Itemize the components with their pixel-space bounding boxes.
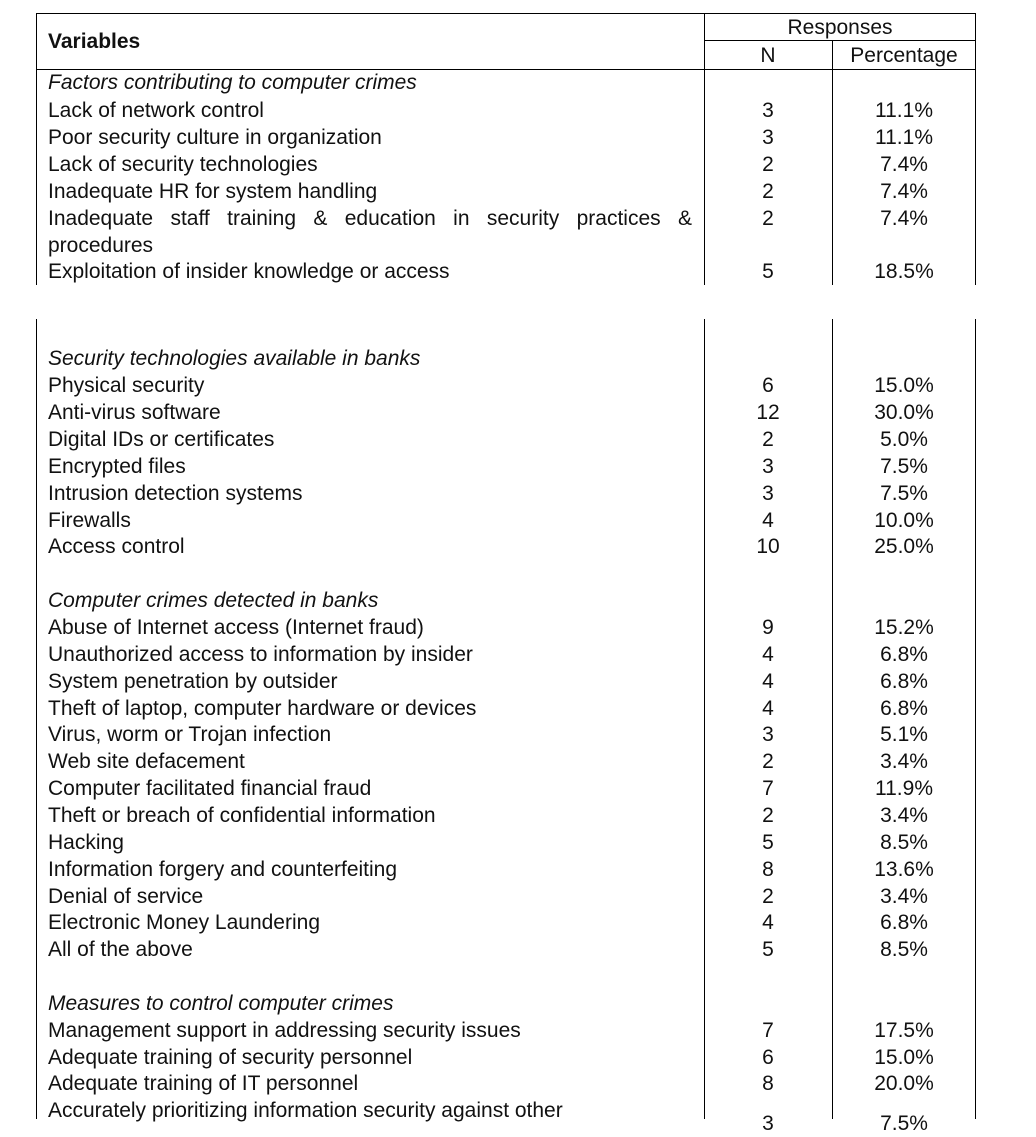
row-pct: 15.0% [874,374,934,397]
row-pct: 5.0% [880,428,928,451]
row-n: 5 [762,831,774,854]
row-pct: 7.5% [880,455,928,478]
row-pct: 11.1% [875,99,933,122]
row-pct: 15.0% [874,1046,934,1069]
row-pct: 15.2% [874,616,934,639]
row-pct: 7.4% [880,153,928,176]
row-n: 4 [762,697,774,720]
header-responses: Responses [787,16,893,39]
row-label: Hacking [48,831,124,854]
row-n: 4 [762,509,774,532]
row-n: 6 [762,374,774,397]
left-border [36,13,37,285]
row-pct: 8.5% [880,831,928,854]
row-n: 7 [762,777,774,800]
row-pct: 25.0% [874,535,934,558]
row-label: Adequate training of IT personnel [48,1072,359,1095]
left-border-2 [36,319,37,1119]
row-label: Management support in addressing security issues [48,1019,521,1042]
row-label: Lack of security technologies [48,153,318,176]
row-pct: 3.4% [880,750,928,773]
row-n: 10 [756,535,780,558]
row-label: Intrusion detection systems [48,482,303,505]
row-n: 3 [762,1112,774,1135]
row-n: 2 [762,804,774,827]
row-n: 2 [762,750,774,773]
row-label: Computer facilitated financial fraud [48,777,372,800]
row-label: Adequate training of security personnel [48,1046,413,1069]
row-n: 5 [762,938,774,961]
row-pct: 20.0% [874,1072,934,1095]
row-label: Exploitation of insider knowledge or access [48,260,450,283]
row-label: Access control [48,535,185,558]
row-label: System penetration by outsider [48,670,338,693]
row-label: Inadequate HR for system handling [48,180,378,203]
row-n: 3 [762,126,774,149]
row-label: Physical security [48,374,205,397]
row-n: 8 [762,858,774,881]
row-pct: 7.5% [880,482,928,505]
row-label: Anti-virus software [48,401,221,424]
row-n: 8 [762,1072,774,1095]
row-n: 3 [762,723,774,746]
row-label: Virus, worm or Trojan infection [48,723,332,746]
row-pct: 6.8% [880,911,928,934]
row-label: Accurately prioritizing information security against other [48,1099,563,1122]
section-title: Security technologies available in banks [48,347,421,370]
row-label: Firewalls [48,509,131,532]
row-n: 6 [762,1046,774,1069]
row-label: Theft of laptop, computer hardware or devices [48,697,477,720]
row-pct: 11.1% [875,126,933,149]
row-pct: 5.1% [880,723,928,746]
row-label: Denial of service [48,885,204,908]
row-label: Inadequate staff training & education in security practices & procedures [48,207,692,257]
row-label: Theft or breach of confidential information [48,804,436,827]
row-n: 2 [762,428,774,451]
row-pct: 17.5% [874,1019,934,1042]
row-pct: 8.5% [880,938,928,961]
row-n: 4 [762,911,774,934]
row-n: 4 [762,670,774,693]
row-pct: 3.4% [880,804,928,827]
row-pct: 11.9% [875,777,933,800]
header-percentage: Percentage [850,44,958,67]
row-pct: 13.6% [874,858,934,881]
row-n: 2 [762,207,774,230]
row-n: 3 [762,482,774,505]
row-label: Electronic Money Laundering [48,911,320,934]
row-n: 4 [762,643,774,666]
row-n: 2 [762,885,774,908]
row-label: Abuse of Internet access (Internet fraud) [48,616,424,639]
row-label: Web site defacement [48,750,245,773]
row-pct: 7.4% [880,180,928,203]
row-n: 3 [762,99,774,122]
row-label: All of the above [48,938,193,961]
row-label: Digital IDs or certificates [48,428,275,451]
header-variables: Variables [48,30,141,53]
section-title: Measures to control computer crimes [48,992,394,1015]
row-n: 2 [762,153,774,176]
row-pct: 6.8% [880,670,928,693]
header-n: N [760,44,776,67]
row-n: 7 [762,1019,774,1042]
row-n: 9 [762,616,774,639]
row-label: Poor security culture in organization [48,126,382,149]
row-pct: 3.4% [880,885,928,908]
row-label: Unauthorized access to information by insider [48,643,473,666]
section-title: Factors contributing to computer crimes [48,71,417,94]
row-pct: 30.0% [874,401,934,424]
row-n: 5 [762,260,774,283]
row-label: Encrypted files [48,455,186,478]
row-n: 2 [762,180,774,203]
row-pct: 6.8% [880,643,928,666]
row-label: Information forgery and counterfeiting [48,858,398,881]
row-n: 3 [762,455,774,478]
row-pct: 6.8% [880,697,928,720]
row-n: 12 [756,401,780,424]
right-border-2 [975,319,976,1119]
row-pct: 10.0% [874,509,934,532]
section-title: Computer crimes detected in banks [48,589,379,612]
row-pct: 7.5% [880,1112,928,1135]
row-pct: 7.4% [880,207,928,230]
row-pct: 18.5% [874,260,934,283]
row-label: Lack of network control [48,99,264,122]
